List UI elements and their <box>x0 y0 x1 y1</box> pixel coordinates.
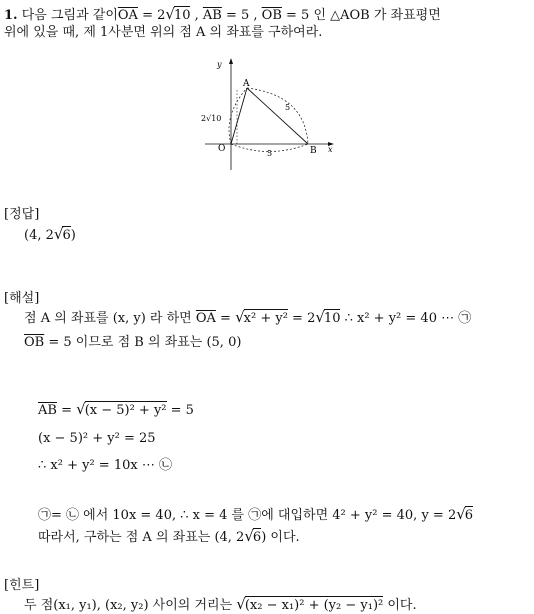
explanation-line-2 <box>24 335 241 351</box>
explanation-line-7 <box>38 528 300 546</box>
segment-ab: $\overline{AB}$ <box>202 8 222 23</box>
explanation-line-6 <box>38 506 473 524</box>
sqrt-sign: √ <box>165 5 175 23</box>
sqrt-sign: √ <box>53 225 64 243</box>
text: 두 점(x₁, y₁), (x₂, y₂) 사이의 거리는 <box>24 598 237 613</box>
text: = 5 이므로 점 B 의 좌표는 (5, 0) <box>44 335 242 350</box>
segment-oa: $\overline{OA}$ <box>117 8 138 23</box>
problem-text: 다음 그림과 같이 <box>21 8 118 23</box>
radicand: 6 <box>62 228 71 243</box>
radicand: 10 <box>173 8 191 23</box>
radicand: 6 <box>252 530 262 545</box>
hint-header: [힌트] <box>4 578 40 593</box>
segment-ab: $\overline{AB}$ <box>38 403 57 418</box>
radicand: (x − 5)² + y² <box>84 403 167 418</box>
problem-line-1 <box>4 6 441 24</box>
equals: = 5 , <box>221 8 262 23</box>
equals: = <box>56 403 77 418</box>
sqrt-sign: √ <box>315 308 325 326</box>
equals: = 2 <box>137 8 166 23</box>
radicand: x² + y² <box>243 311 288 326</box>
explanation-line-3 <box>38 401 194 419</box>
text: ) 이다. <box>261 530 300 545</box>
answer-text: ) <box>70 228 76 243</box>
text: ㉠= ㉡ 에서 10x = 40, ∴ x = 4 를 ㉠에 대입하면 4² + y² = 40, y = 2 <box>38 508 457 523</box>
label-y: y <box>217 60 222 69</box>
sqrt-sign: √ <box>244 527 254 545</box>
text: 점 A 의 좌표를 (x, y) 라 하면 <box>24 311 196 326</box>
label-ab-length: 5 <box>285 103 291 112</box>
label-oa-length: 2√10 <box>201 114 222 123</box>
answer-header: [정답] <box>4 207 40 222</box>
sqrt-sign: √ <box>236 595 246 613</box>
segment-ob: $\overline{OB}$ <box>261 8 282 23</box>
explanation-line-5: ∴ x² + y² = 10x ⋯ ㉡ <box>38 458 172 473</box>
answer-value <box>24 226 76 244</box>
radicand: 6 <box>464 508 474 523</box>
text: 이다. <box>383 598 417 613</box>
radicand: 10 <box>323 311 341 326</box>
comma: , <box>190 8 203 23</box>
explanation-line-4: (x − 5)² + y² = 25 <box>38 431 156 446</box>
side-ab <box>247 88 308 144</box>
segment-ob: $\overline{OB}$ <box>24 335 45 350</box>
equals: = 2 <box>287 311 316 326</box>
label-ob-length: 5 <box>267 149 273 158</box>
side-oa <box>231 88 247 144</box>
hint-text <box>24 596 417 614</box>
label-o: O <box>218 144 226 154</box>
answer-text: (4, 2 <box>24 228 54 243</box>
explanation-line-1 <box>24 309 471 327</box>
radicand: (x₂ − x₁)² + (y₂ − y₁)² <box>244 598 384 613</box>
text: 따라서, 구하는 점 A 의 좌표는 (4, 2 <box>38 530 245 545</box>
sqrt-sign: √ <box>235 308 245 326</box>
problem-number: 1. <box>4 8 18 23</box>
explanation-header: [해설] <box>4 291 40 306</box>
text: = 5 <box>166 403 194 418</box>
y-axis-arrow <box>229 58 233 64</box>
sqrt-sign: √ <box>456 505 466 523</box>
problem-text: = 5 인 △AOB 가 좌표평면 <box>281 8 441 23</box>
triangle-figure <box>195 55 340 175</box>
sqrt-sign: √ <box>76 400 86 418</box>
problem-line-2: 위에 있을 때, 제 1사분면 위의 점 A 의 좌표를 구하여라. <box>4 25 323 40</box>
equals: = <box>215 311 236 326</box>
segment-oa: $\overline{OA}$ <box>195 311 216 326</box>
label-x: x <box>328 145 333 154</box>
label-a: A <box>243 79 250 89</box>
text: ∴ x² + y² = 40 ⋯ ㉠ <box>340 311 472 326</box>
label-b: B <box>310 146 317 156</box>
